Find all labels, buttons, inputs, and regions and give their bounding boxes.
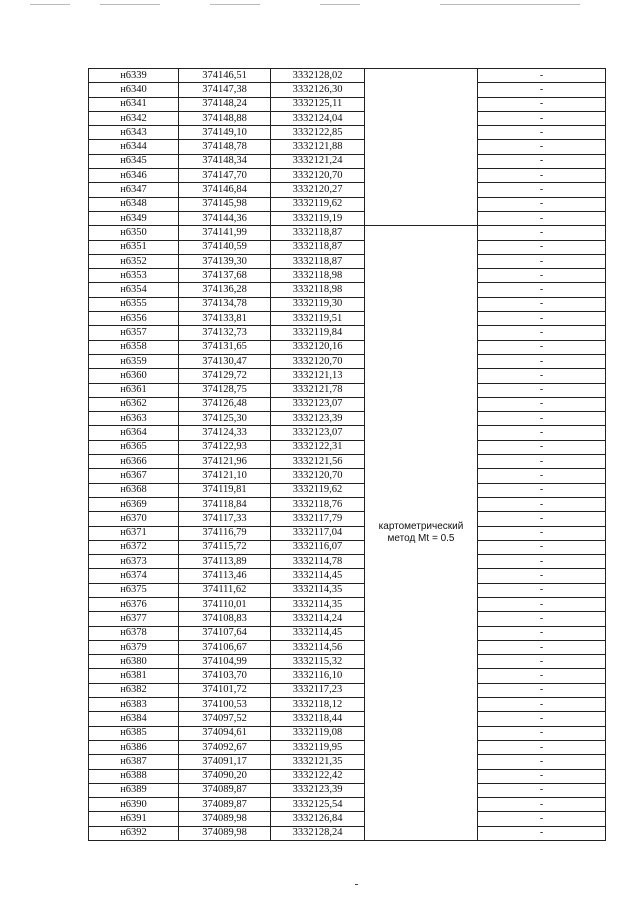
table-row bbox=[89, 197, 606, 211]
table-row bbox=[89, 69, 606, 83]
accuracy-cell: - bbox=[478, 769, 606, 783]
table-row bbox=[89, 640, 606, 654]
point-name-cell: н6370 bbox=[89, 512, 179, 526]
y-coordinate-cell: 3332119,30 bbox=[271, 297, 365, 311]
y-coordinate-cell: 3332121,56 bbox=[271, 455, 365, 469]
y-coordinate-cell: 3332114,35 bbox=[271, 597, 365, 611]
x-coordinate-cell: 374130,47 bbox=[179, 354, 271, 368]
point-name-cell: н6361 bbox=[89, 383, 179, 397]
y-coordinate-cell: 3332114,56 bbox=[271, 640, 365, 654]
point-name-cell: н6388 bbox=[89, 769, 179, 783]
accuracy-cell: - bbox=[478, 569, 606, 583]
table-row bbox=[89, 655, 606, 669]
accuracy-cell: - bbox=[478, 97, 606, 111]
point-name-cell: н6342 bbox=[89, 111, 179, 125]
accuracy-cell: - bbox=[478, 626, 606, 640]
table-row bbox=[89, 254, 606, 268]
x-coordinate-cell: 374118,84 bbox=[179, 497, 271, 511]
point-name-cell: н6390 bbox=[89, 798, 179, 812]
table-row bbox=[89, 326, 606, 340]
y-coordinate-cell: 3332118,98 bbox=[271, 283, 365, 297]
y-coordinate-cell: 3332120,27 bbox=[271, 183, 365, 197]
point-name-cell: н6345 bbox=[89, 154, 179, 168]
point-name-cell: н6368 bbox=[89, 483, 179, 497]
table-row bbox=[89, 126, 606, 140]
point-name-cell: н6341 bbox=[89, 97, 179, 111]
table-row bbox=[89, 154, 606, 168]
accuracy-cell: - bbox=[478, 512, 606, 526]
accuracy-cell: - bbox=[478, 640, 606, 654]
accuracy-cell: - bbox=[478, 254, 606, 268]
y-coordinate-cell: 3332114,45 bbox=[271, 626, 365, 640]
point-name-cell: н6357 bbox=[89, 326, 179, 340]
method-text-line: картометрический bbox=[378, 521, 464, 533]
table-row bbox=[89, 597, 606, 611]
y-coordinate-cell: 3332119,51 bbox=[271, 312, 365, 326]
table-row bbox=[89, 769, 606, 783]
accuracy-cell: - bbox=[478, 783, 606, 797]
table-row bbox=[89, 469, 606, 483]
x-coordinate-cell: 374091,17 bbox=[179, 755, 271, 769]
table-row bbox=[89, 183, 606, 197]
table-row bbox=[89, 683, 606, 697]
accuracy-cell: - bbox=[478, 369, 606, 383]
x-coordinate-cell: 374134,78 bbox=[179, 297, 271, 311]
x-coordinate-cell: 374094,61 bbox=[179, 726, 271, 740]
x-coordinate-cell: 374148,24 bbox=[179, 97, 271, 111]
y-coordinate-cell: 3332126,30 bbox=[271, 83, 365, 97]
accuracy-cell: - bbox=[478, 197, 606, 211]
table-row bbox=[89, 726, 606, 740]
x-coordinate-cell: 374149,10 bbox=[179, 126, 271, 140]
y-coordinate-cell: 3332118,98 bbox=[271, 269, 365, 283]
y-coordinate-cell: 3332118,12 bbox=[271, 698, 365, 712]
table-row bbox=[89, 297, 606, 311]
y-coordinate-cell: 3332120,70 bbox=[271, 469, 365, 483]
point-name-cell: н6356 bbox=[89, 312, 179, 326]
y-coordinate-cell: 3332114,35 bbox=[271, 583, 365, 597]
accuracy-cell: - bbox=[478, 497, 606, 511]
table-row bbox=[89, 269, 606, 283]
table-row bbox=[89, 740, 606, 754]
table-row bbox=[89, 455, 606, 469]
point-name-cell: н6386 bbox=[89, 740, 179, 754]
point-name-cell: н6383 bbox=[89, 698, 179, 712]
point-name-cell: н6363 bbox=[89, 412, 179, 426]
y-coordinate-cell: 3332123,39 bbox=[271, 412, 365, 426]
x-coordinate-cell: 374147,70 bbox=[179, 169, 271, 183]
x-coordinate-cell: 374116,79 bbox=[179, 526, 271, 540]
accuracy-cell: - bbox=[478, 583, 606, 597]
point-name-cell: н6376 bbox=[89, 597, 179, 611]
table-row bbox=[89, 698, 606, 712]
x-coordinate-cell: 374146,84 bbox=[179, 183, 271, 197]
accuracy-cell: - bbox=[478, 111, 606, 125]
table-row bbox=[89, 240, 606, 254]
y-coordinate-cell: 3332124,04 bbox=[271, 111, 365, 125]
table-row bbox=[89, 312, 606, 326]
x-coordinate-cell: 374145,98 bbox=[179, 197, 271, 211]
y-coordinate-cell: 3332119,84 bbox=[271, 326, 365, 340]
accuracy-cell: - bbox=[478, 297, 606, 311]
point-name-cell: н6380 bbox=[89, 655, 179, 669]
y-coordinate-cell: 3332116,10 bbox=[271, 669, 365, 683]
accuracy-cell: - bbox=[478, 169, 606, 183]
scan-artifact-strip bbox=[20, 4, 620, 8]
point-name-cell: н6354 bbox=[89, 283, 179, 297]
point-name-cell: н6385 bbox=[89, 726, 179, 740]
table-row bbox=[89, 340, 606, 354]
accuracy-cell: - bbox=[478, 726, 606, 740]
accuracy-cell: - bbox=[478, 83, 606, 97]
x-coordinate-cell: 374148,78 bbox=[179, 140, 271, 154]
accuracy-cell: - bbox=[478, 326, 606, 340]
y-coordinate-cell: 3332119,62 bbox=[271, 197, 365, 211]
point-name-cell: н6371 bbox=[89, 526, 179, 540]
y-coordinate-cell: 3332126,84 bbox=[271, 812, 365, 826]
x-coordinate-cell: 374121,10 bbox=[179, 469, 271, 483]
x-coordinate-cell: 374141,99 bbox=[179, 226, 271, 240]
y-coordinate-cell: 3332117,79 bbox=[271, 512, 365, 526]
table-row bbox=[89, 798, 606, 812]
accuracy-cell: - bbox=[478, 240, 606, 254]
x-coordinate-cell: 374090,20 bbox=[179, 769, 271, 783]
y-coordinate-cell: 3332121,78 bbox=[271, 383, 365, 397]
table-row bbox=[89, 211, 606, 225]
x-coordinate-cell: 374124,33 bbox=[179, 426, 271, 440]
y-coordinate-cell: 3332121,35 bbox=[271, 755, 365, 769]
x-coordinate-cell: 374108,83 bbox=[179, 612, 271, 626]
accuracy-cell: - bbox=[478, 126, 606, 140]
x-coordinate-cell: 374104,99 bbox=[179, 655, 271, 669]
table-row bbox=[89, 583, 606, 597]
accuracy-cell: - bbox=[478, 183, 606, 197]
x-coordinate-cell: 374111,62 bbox=[179, 583, 271, 597]
y-coordinate-cell: 3332117,23 bbox=[271, 683, 365, 697]
x-coordinate-cell: 374089,87 bbox=[179, 783, 271, 797]
table-row bbox=[89, 226, 606, 240]
accuracy-cell: - bbox=[478, 226, 606, 240]
point-name-cell: н6374 bbox=[89, 569, 179, 583]
accuracy-cell: - bbox=[478, 655, 606, 669]
accuracy-cell: - bbox=[478, 140, 606, 154]
y-coordinate-cell: 3332118,44 bbox=[271, 712, 365, 726]
y-coordinate-cell: 3332115,32 bbox=[271, 655, 365, 669]
table-row bbox=[89, 483, 606, 497]
accuracy-cell: - bbox=[478, 712, 606, 726]
y-coordinate-cell: 3332114,24 bbox=[271, 612, 365, 626]
x-coordinate-cell: 374125,30 bbox=[179, 412, 271, 426]
y-coordinate-cell: 3332120,16 bbox=[271, 340, 365, 354]
x-coordinate-cell: 374132,73 bbox=[179, 326, 271, 340]
accuracy-cell: - bbox=[478, 698, 606, 712]
x-coordinate-cell: 374122,93 bbox=[179, 440, 271, 454]
point-name-cell: н6375 bbox=[89, 583, 179, 597]
y-coordinate-cell: 3332128,02 bbox=[271, 69, 365, 83]
point-name-cell: н6384 bbox=[89, 712, 179, 726]
point-name-cell: н6381 bbox=[89, 669, 179, 683]
point-name-cell: н6339 bbox=[89, 69, 179, 83]
x-coordinate-cell: 374115,72 bbox=[179, 540, 271, 554]
y-coordinate-cell: 3332121,24 bbox=[271, 154, 365, 168]
y-coordinate-cell: 3332118,87 bbox=[271, 226, 365, 240]
y-coordinate-cell: 3332119,19 bbox=[271, 211, 365, 225]
accuracy-cell: - bbox=[478, 740, 606, 754]
accuracy-cell: - bbox=[478, 397, 606, 411]
point-name-cell: н6346 bbox=[89, 169, 179, 183]
point-name-cell: н6352 bbox=[89, 254, 179, 268]
table-row bbox=[89, 540, 606, 554]
x-coordinate-cell: 374113,46 bbox=[179, 569, 271, 583]
table-row bbox=[89, 569, 606, 583]
accuracy-cell: - bbox=[478, 354, 606, 368]
point-name-cell: н6369 bbox=[89, 497, 179, 511]
x-coordinate-cell: 374106,67 bbox=[179, 640, 271, 654]
y-coordinate-cell: 3332120,70 bbox=[271, 169, 365, 183]
x-coordinate-cell: 374100,53 bbox=[179, 698, 271, 712]
point-name-cell: н6367 bbox=[89, 469, 179, 483]
point-name-cell: н6359 bbox=[89, 354, 179, 368]
x-coordinate-cell: 374147,38 bbox=[179, 83, 271, 97]
x-coordinate-cell: 374128,75 bbox=[179, 383, 271, 397]
point-name-cell: н6351 bbox=[89, 240, 179, 254]
x-coordinate-cell: 374103,70 bbox=[179, 669, 271, 683]
table-row bbox=[89, 555, 606, 569]
point-name-cell: н6364 bbox=[89, 426, 179, 440]
y-coordinate-cell: 3332119,08 bbox=[271, 726, 365, 740]
table-row bbox=[89, 826, 606, 840]
y-coordinate-cell: 3332123,07 bbox=[271, 426, 365, 440]
x-coordinate-cell: 374089,98 bbox=[179, 812, 271, 826]
accuracy-cell: - bbox=[478, 426, 606, 440]
table-row bbox=[89, 354, 606, 368]
point-name-cell: н6355 bbox=[89, 297, 179, 311]
x-coordinate-cell: 374148,34 bbox=[179, 154, 271, 168]
y-coordinate-cell: 3332125,11 bbox=[271, 97, 365, 111]
x-coordinate-cell: 374137,68 bbox=[179, 269, 271, 283]
point-name-cell: н6365 bbox=[89, 440, 179, 454]
table-row bbox=[89, 140, 606, 154]
y-coordinate-cell: 3332119,95 bbox=[271, 740, 365, 754]
accuracy-cell: - bbox=[478, 455, 606, 469]
table-row bbox=[89, 397, 606, 411]
x-coordinate-cell: 374097,52 bbox=[179, 712, 271, 726]
y-coordinate-cell: 3332119,62 bbox=[271, 483, 365, 497]
accuracy-cell: - bbox=[478, 340, 606, 354]
y-coordinate-cell: 3332122,31 bbox=[271, 440, 365, 454]
point-name-cell: н6392 bbox=[89, 826, 179, 840]
x-coordinate-cell: 374113,89 bbox=[179, 555, 271, 569]
point-name-cell: н6373 bbox=[89, 555, 179, 569]
accuracy-cell: - bbox=[478, 283, 606, 297]
x-coordinate-cell: 374121,96 bbox=[179, 455, 271, 469]
table-row bbox=[89, 783, 606, 797]
point-name-cell: н6360 bbox=[89, 369, 179, 383]
y-coordinate-cell: 3332123,39 bbox=[271, 783, 365, 797]
method-text-line: метод Mt = 0.5 bbox=[387, 533, 455, 545]
accuracy-cell: - bbox=[478, 798, 606, 812]
accuracy-cell: - bbox=[478, 669, 606, 683]
point-name-cell: н6343 bbox=[89, 126, 179, 140]
y-coordinate-cell: 3332114,45 bbox=[271, 569, 365, 583]
y-coordinate-cell: 3332117,04 bbox=[271, 526, 365, 540]
table-row bbox=[89, 283, 606, 297]
point-name-cell: н6340 bbox=[89, 83, 179, 97]
table-row bbox=[89, 169, 606, 183]
point-name-cell: н6348 bbox=[89, 197, 179, 211]
accuracy-cell: - bbox=[478, 826, 606, 840]
accuracy-cell: - bbox=[478, 597, 606, 611]
point-name-cell: н6391 bbox=[89, 812, 179, 826]
table-row bbox=[89, 383, 606, 397]
y-coordinate-cell: 3332123,07 bbox=[271, 397, 365, 411]
accuracy-cell: - bbox=[478, 555, 606, 569]
accuracy-cell: - bbox=[478, 440, 606, 454]
y-coordinate-cell: 3332120,70 bbox=[271, 354, 365, 368]
point-name-cell: н6358 bbox=[89, 340, 179, 354]
coordinates-table-body bbox=[89, 69, 606, 841]
y-coordinate-cell: 3332122,42 bbox=[271, 769, 365, 783]
y-coordinate-cell: 3332118,87 bbox=[271, 240, 365, 254]
x-coordinate-cell: 374117,33 bbox=[179, 512, 271, 526]
coordinates-table bbox=[88, 68, 606, 841]
point-name-cell: н6382 bbox=[89, 683, 179, 697]
x-coordinate-cell: 374089,87 bbox=[179, 798, 271, 812]
x-coordinate-cell: 374146,51 bbox=[179, 69, 271, 83]
accuracy-cell: - bbox=[478, 683, 606, 697]
page-footer-mark bbox=[355, 884, 358, 885]
accuracy-cell: - bbox=[478, 383, 606, 397]
accuracy-cell: - bbox=[478, 612, 606, 626]
accuracy-cell: - bbox=[478, 211, 606, 225]
x-coordinate-cell: 374148,88 bbox=[179, 111, 271, 125]
accuracy-cell: - bbox=[478, 526, 606, 540]
y-coordinate-cell: 3332116,07 bbox=[271, 540, 365, 554]
accuracy-cell: - bbox=[478, 483, 606, 497]
point-name-cell: н6353 bbox=[89, 269, 179, 283]
table-row bbox=[89, 526, 606, 540]
accuracy-cell: - bbox=[478, 755, 606, 769]
table-row bbox=[89, 426, 606, 440]
point-name-cell: н6350 bbox=[89, 226, 179, 240]
table-row bbox=[89, 369, 606, 383]
x-coordinate-cell: 374129,72 bbox=[179, 369, 271, 383]
x-coordinate-cell: 374092,67 bbox=[179, 740, 271, 754]
accuracy-cell: - bbox=[478, 812, 606, 826]
table-row bbox=[89, 97, 606, 111]
x-coordinate-cell: 374133,81 bbox=[179, 312, 271, 326]
table-row bbox=[89, 83, 606, 97]
point-name-cell: н6372 bbox=[89, 540, 179, 554]
point-name-cell: н6378 bbox=[89, 626, 179, 640]
point-name-cell: н6349 bbox=[89, 211, 179, 225]
x-coordinate-cell: 374110,01 bbox=[179, 597, 271, 611]
table-row bbox=[89, 626, 606, 640]
point-name-cell: н6389 bbox=[89, 783, 179, 797]
x-coordinate-cell: 374089,98 bbox=[179, 826, 271, 840]
point-name-cell: н6362 bbox=[89, 397, 179, 411]
point-name-cell: н6366 bbox=[89, 455, 179, 469]
table-row bbox=[89, 755, 606, 769]
accuracy-cell: - bbox=[478, 154, 606, 168]
table-row bbox=[89, 111, 606, 125]
y-coordinate-cell: 3332114,78 bbox=[271, 555, 365, 569]
table-row bbox=[89, 712, 606, 726]
point-name-cell: н6377 bbox=[89, 612, 179, 626]
point-name-cell: н6379 bbox=[89, 640, 179, 654]
y-coordinate-cell: 3332118,76 bbox=[271, 497, 365, 511]
x-coordinate-cell: 374140,59 bbox=[179, 240, 271, 254]
x-coordinate-cell: 374107,64 bbox=[179, 626, 271, 640]
y-coordinate-cell: 3332128,24 bbox=[271, 826, 365, 840]
accuracy-cell: - bbox=[478, 412, 606, 426]
y-coordinate-cell: 3332121,88 bbox=[271, 140, 365, 154]
accuracy-cell: - bbox=[478, 269, 606, 283]
accuracy-cell: - bbox=[478, 469, 606, 483]
table-row bbox=[89, 669, 606, 683]
x-coordinate-cell: 374101,72 bbox=[179, 683, 271, 697]
table-row bbox=[89, 412, 606, 426]
y-coordinate-cell: 3332121,13 bbox=[271, 369, 365, 383]
point-name-cell: н6347 bbox=[89, 183, 179, 197]
x-coordinate-cell: 374139,30 bbox=[179, 254, 271, 268]
point-name-cell: н6387 bbox=[89, 755, 179, 769]
table-row bbox=[89, 440, 606, 454]
table-row bbox=[89, 497, 606, 511]
x-coordinate-cell: 374126,48 bbox=[179, 397, 271, 411]
accuracy-cell: - bbox=[478, 312, 606, 326]
method-cell bbox=[365, 226, 478, 841]
y-coordinate-cell: 3332125,54 bbox=[271, 798, 365, 812]
y-coordinate-cell: 3332122,85 bbox=[271, 126, 365, 140]
x-coordinate-cell: 374119,81 bbox=[179, 483, 271, 497]
table-row bbox=[89, 512, 606, 526]
y-coordinate-cell: 3332118,87 bbox=[271, 254, 365, 268]
x-coordinate-cell: 374136,28 bbox=[179, 283, 271, 297]
table-row bbox=[89, 812, 606, 826]
x-coordinate-cell: 374144,36 bbox=[179, 211, 271, 225]
point-name-cell: н6344 bbox=[89, 140, 179, 154]
table-row bbox=[89, 612, 606, 626]
method-cell bbox=[365, 69, 478, 226]
accuracy-cell: - bbox=[478, 69, 606, 83]
x-coordinate-cell: 374131,65 bbox=[179, 340, 271, 354]
accuracy-cell: - bbox=[478, 540, 606, 554]
